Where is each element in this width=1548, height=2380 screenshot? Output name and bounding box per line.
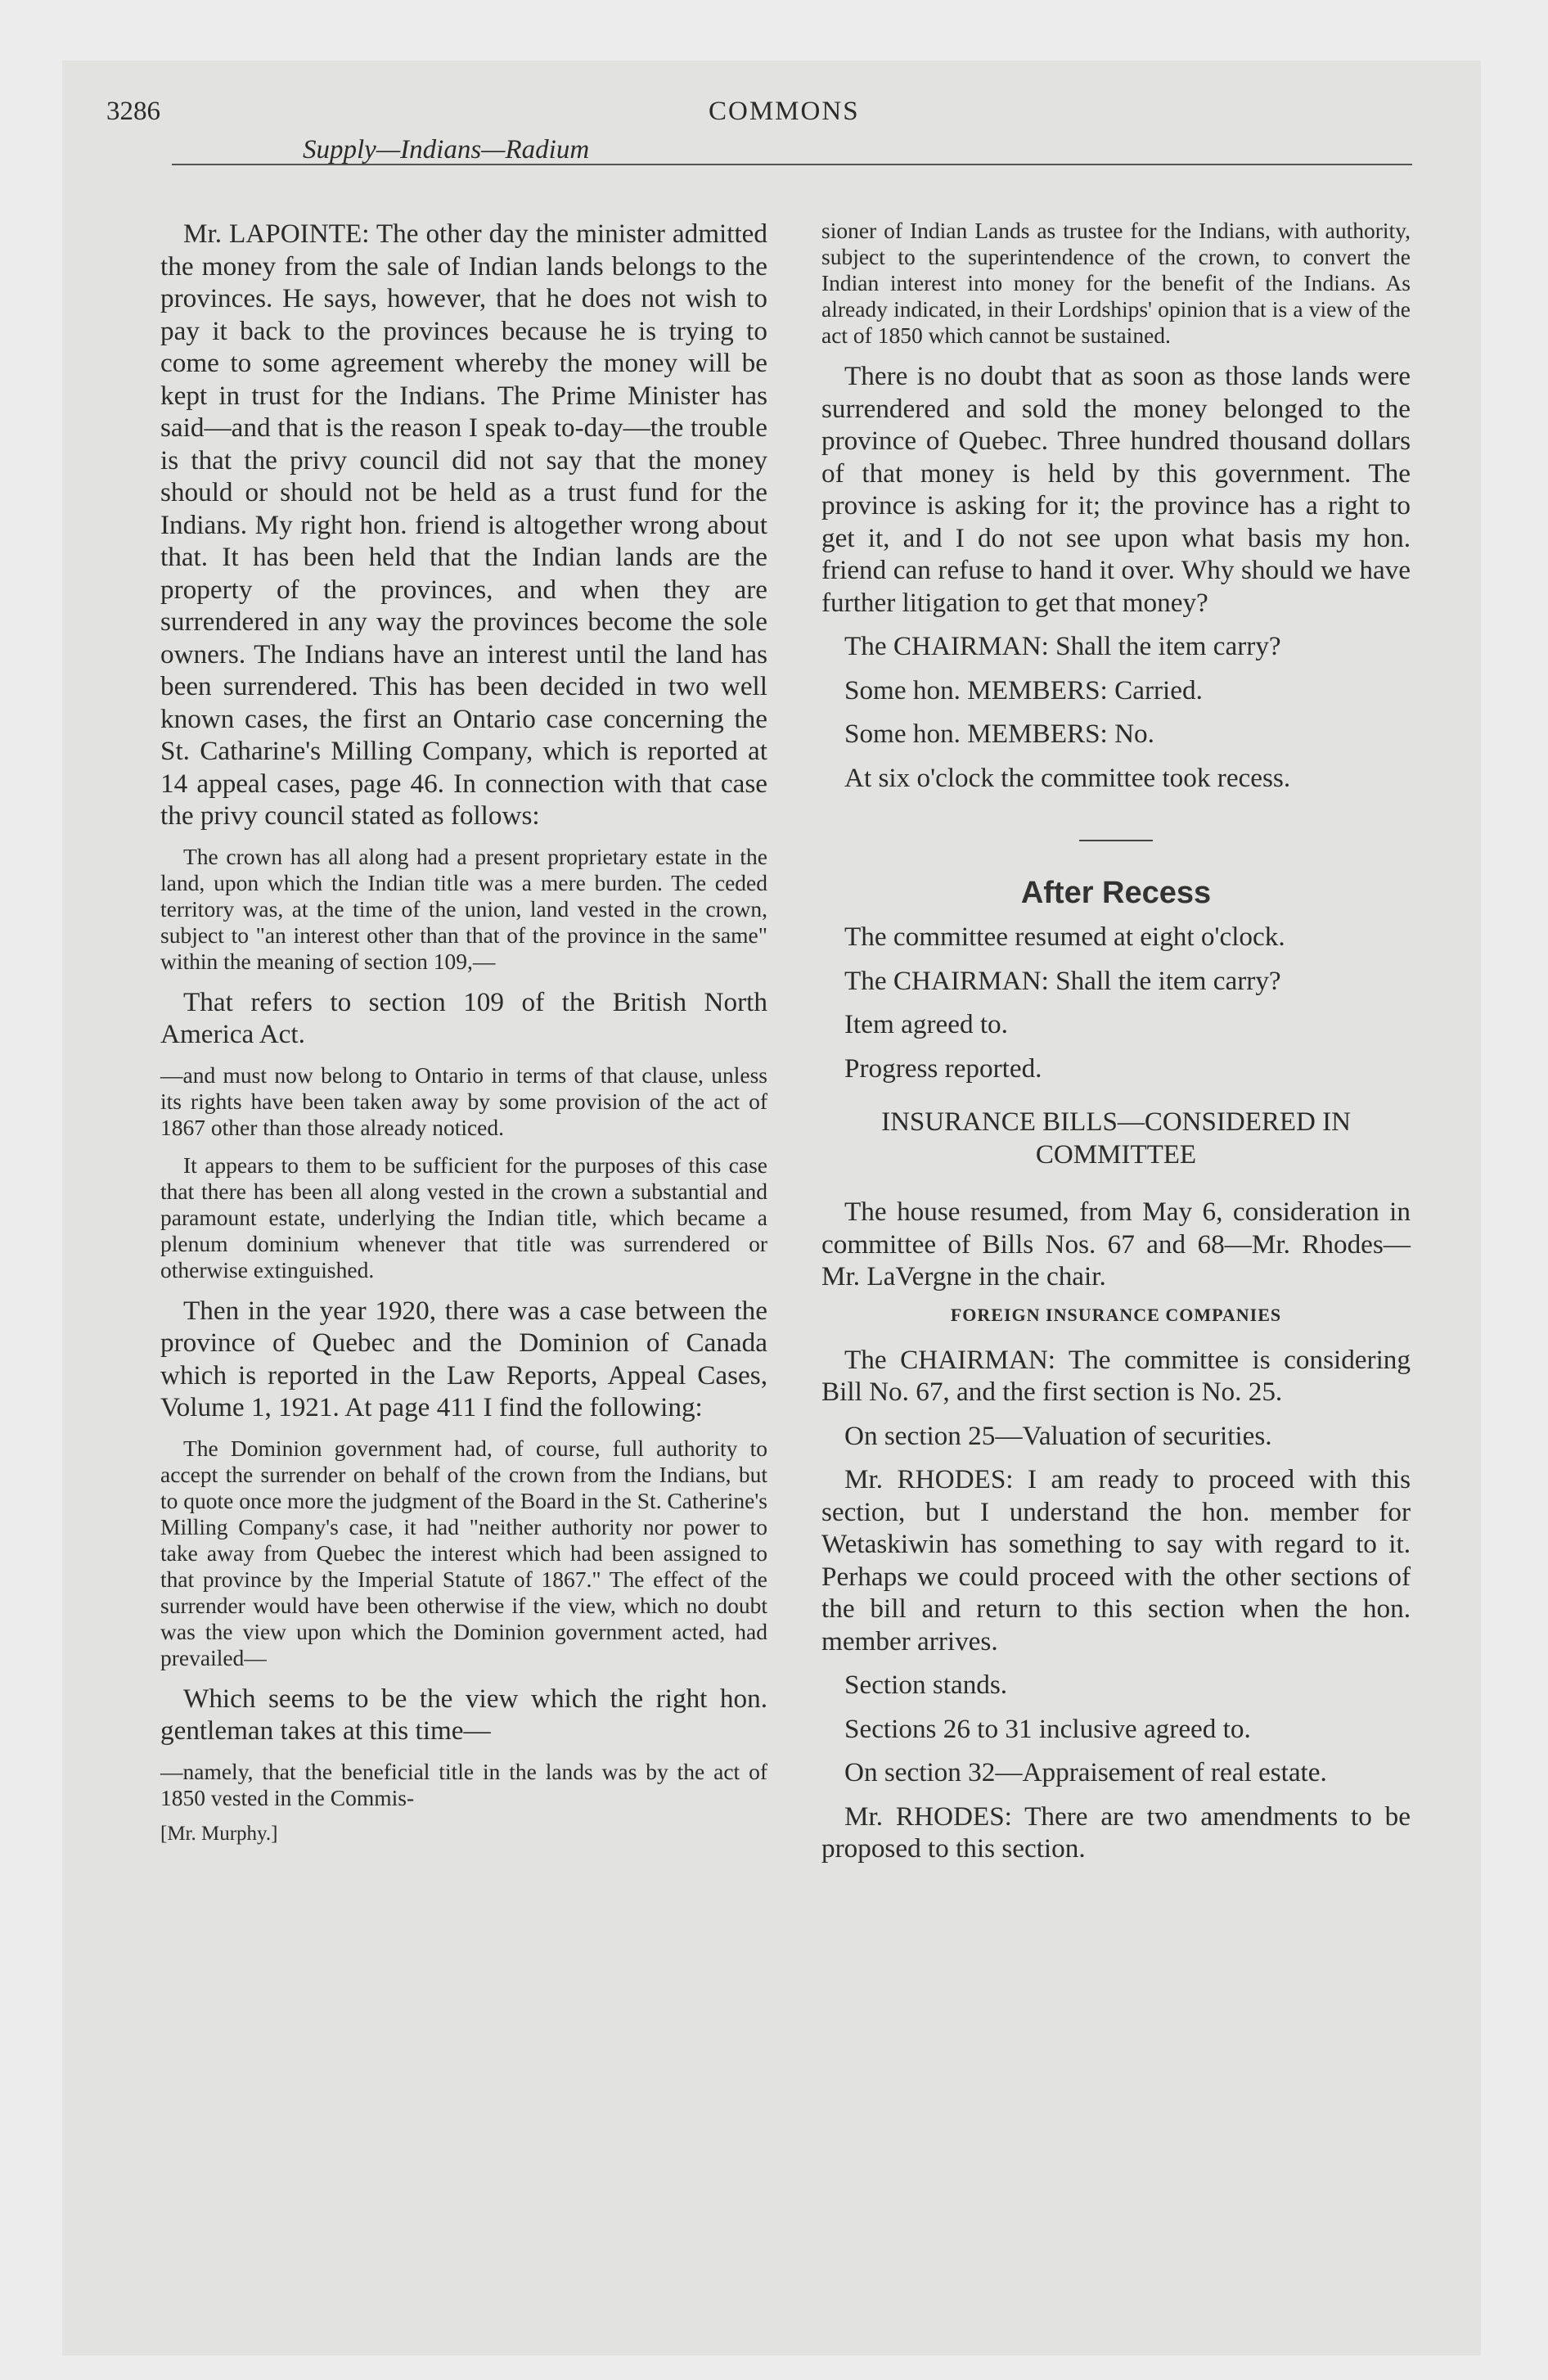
after-recess-heading: After Recess [1020, 876, 1212, 910]
quotation: —namely, that the beneficial title in the lands was by the act of 1850 vested in the Commis- [160, 1758, 767, 1810]
section-heading: INSURANCE BILLS—CONSIDERED IN COMMITTEE [881, 1107, 1351, 1170]
section-divider [1079, 840, 1153, 841]
paragraph: There is no doubt that as soon as those lands were surrendered and sold the money belonged to the province of Quebec. Three hundred thousand dollars of that money is held by this government. The province is asking for it; the province has a right to get it, and I do not see upon what basis my hon. friend can refuse to hand it over. Why should we have further litigation to get that money? [821, 361, 1411, 618]
quotation: It appears to them to be sufficient for the purposes of this case that there has been all along vested in the crown a substantial and paramount estate, underlying the Indian title, which became a plenum dominium whenever that title was surrendered or otherwise extinguished. [160, 1152, 767, 1282]
paragraph: The committee resumed at eight o'clock. [844, 922, 1285, 952]
speaker-note: [Mr. Murphy.] [160, 1822, 278, 1845]
paragraph: Mr. LAPOINTE: The other day the minister admitted the money from the sale of Indian lands belongs to the provinces. He says, however, that he does not wish to pay it back to the provinces because he is trying to come to some agreement whereby the money will be kept in trust for the Indians. The Prime Minister has said—and that is the reason I speak to-day—the trouble is that the privy council did not say that the money should or should not be held as a trust fund for the Indians. My right hon. friend is altogether wrong about that. It has been held that the Indian lands are the property of the provinces, and when they are surrendered in any way the provinces become the sole owners. The Indians have an interest until the land has been surrendered. This has been decided in two well known cases, the first an Ontario case concerning the St. Catharine's Milling Company, which is reported at 14 appeal cases, page 46. In connection with that case the privy council stated as follows: [160, 219, 767, 831]
paragraph: The CHAIRMAN: Shall the item carry? [844, 631, 1281, 661]
left-column [160, 218, 767, 1846]
paragraph: Item agreed to. [844, 1009, 1008, 1039]
paragraph: At six o'clock the committee took recess. [844, 762, 1291, 793]
paragraph: Some hon. MEMBERS: No. [844, 719, 1154, 749]
paragraph: Section stands. [844, 1670, 1008, 1700]
paragraph: The house resumed, from May 6, consideration in committee of Bills Nos. 67 and 68—Mr. Rhodes—Mr. LaVergne in the chair. [821, 1197, 1411, 1291]
paragraph: The CHAIRMAN: The committee is considering Bill No. 67, and the first section is No. 25. [821, 1344, 1411, 1407]
subsection-heading: FOREIGN INSURANCE COMPANIES [950, 1304, 1282, 1325]
paragraph: On section 32—Appraisement of real estate. [844, 1757, 1327, 1787]
quotation: sioner of Indian Lands as trustee for the Indians, with authority, subject to the superintendence of the crown, to convert the Indian interest into money for the benefit of the Indians. As already indicated, in their Lordships' opinion that is a view of the act of 1850 which cannot be sustained. [821, 218, 1411, 348]
header-rule [172, 164, 1412, 165]
page-header-subtitle: Supply—Indians—Radium [303, 135, 590, 165]
right-column [821, 218, 1411, 1877]
paragraph: Then in the year 1920, there was a case between the province of Quebec and the Dominion of Canada which is reported in the Law Reports, Appeal Cases, Volume 1, 1921. At page 411 I find the following: [160, 1295, 767, 1422]
paragraph: Some hon. MEMBERS: Carried. [844, 674, 1203, 705]
paragraph: Which seems to be the view which the right hon. gentleman takes at this time— [160, 1683, 767, 1746]
paragraph: Progress reported. [844, 1053, 1042, 1084]
paragraph: Sections 26 to 31 inclusive agreed to. [844, 1713, 1251, 1744]
paragraph: On section 25—Valuation of securities. [844, 1420, 1272, 1451]
paragraph: Mr. RHODES: There are two amendments to be proposed to this section. [821, 1801, 1411, 1864]
page-header-title: COMMONS [709, 97, 860, 126]
quotation: —and must now belong to Ontario in terms of that clause, unless its rights have been taken away by some provision of the act of 1867 other than those already noticed. [160, 1062, 767, 1140]
quotation: The Dominion government had, of course, full authority to accept the surrender on behalf of the crown from the Indians, but to quote once more the judgment of the Board in the St. Catherine's Milling Company's case, it had "neither authority nor power to take away from Quebec the interest which had been assigned to that province by the Imperial Statute of 1867." The effect of the surrender would have been otherwise if the view, which no doubt was the view upon which the Dominion government acted, had prevailed— [160, 1435, 767, 1670]
page-number: 3286 [106, 97, 160, 126]
paragraph: That refers to section 109 of the British North America Act. [160, 986, 767, 1049]
paragraph: The CHAIRMAN: Shall the item carry? [844, 965, 1281, 996]
quotation: The crown has all along had a present proprietary estate in the land, upon which the Indian title was a mere burden. The ceded territory was, at the time of the union, land vested in the crown, subject to "an interest other than that of the province in the same" within the meaning of section 109,— [160, 843, 767, 974]
paragraph: Mr. RHODES: I am ready to proceed with this section, but I understand the hon. member for Wetaskiwin has something to say with regard to it. Perhaps we could proceed with the other sections of the bill and return to this section when the hon. member arrives. [821, 1464, 1411, 1657]
